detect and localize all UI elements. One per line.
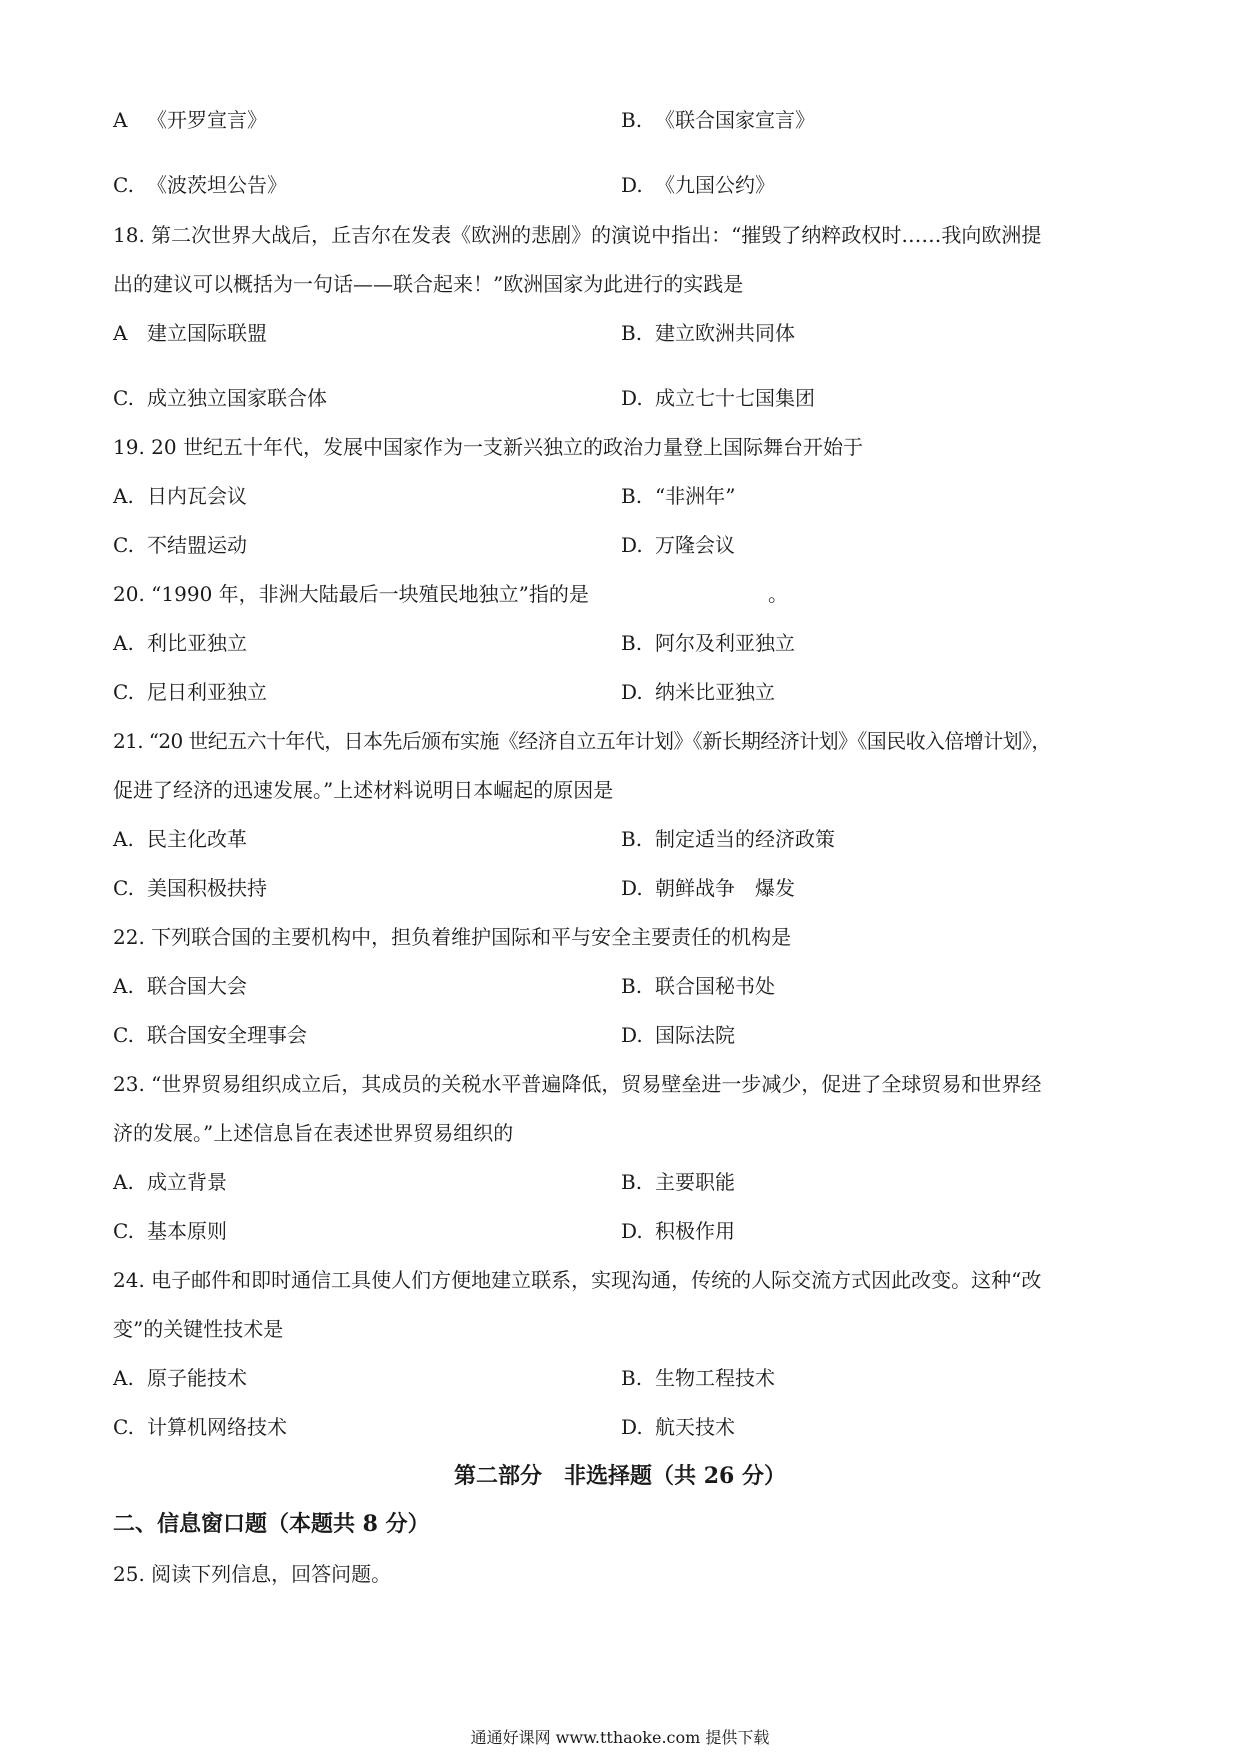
q23-stem-line2: 济的发展。”上述信息旨在表述世界贸易组织的	[113, 1121, 514, 1145]
q20-option-c: C. 尼日利亚独立	[113, 680, 267, 704]
part2-title: 第二部分 非选择题（共 26 分）	[454, 1463, 786, 1489]
q18-stem-line1: 18. 第二次世界大战后，丘吉尔在发表《欧洲的悲剧》的演说中指出：“摧毁了纳粹政权时……我向欧洲提	[113, 223, 1042, 247]
q21-option-b: B. 制定适当的经济政策	[621, 827, 835, 851]
q19-option-b: B. “非洲年”	[621, 484, 736, 508]
q19-stem: 19. 20 世纪五十年代，发展中国家作为一支新兴独立的政治力量登上国际舞台开始于	[113, 435, 863, 459]
q21-option-d: D. 朝鲜战争 爆发	[621, 876, 795, 900]
q21-stem-line1: 21. “20 世纪五六十年代，日本先后颁布实施《经济自立五年计划》《新长期经济计划》《国民收入倍增计划》，	[113, 729, 1051, 753]
q21-option-c: C. 美国积极扶持	[113, 876, 267, 900]
q23-option-d: D. 积极作用	[621, 1219, 735, 1243]
q19-option-d: D. 万隆会议	[621, 533, 735, 557]
q24-option-c: C. 计算机网络技术	[113, 1415, 287, 1439]
q19-option-a: A. 日内瓦会议	[113, 484, 247, 508]
q20-option-b: B. 阿尔及利亚独立	[621, 631, 795, 655]
section2-title: 二、信息窗口题（本题共 8 分）	[113, 1511, 430, 1537]
q18-option-a: A 建立国际联盟	[113, 321, 267, 345]
q20-option-d: D. 纳米比亚独立	[621, 680, 775, 704]
q23-option-b: B. 主要职能	[621, 1170, 735, 1194]
q18-option-c: C. 成立独立国家联合体	[113, 386, 327, 410]
q21-option-a: A. 民主化改革	[113, 827, 247, 851]
q17-option-a: A 《开罗宣言》	[113, 108, 267, 132]
q24-stem-line1: 24. 电子邮件和即时通信工具使人们方便地建立联系，实现沟通，传统的人际交流方式因此改变。这种“改	[113, 1268, 1042, 1292]
q20-stem: 20. “1990 年，非洲大陆最后一块殖民地独立”指的是	[113, 582, 589, 606]
q24-option-a: A. 原子能技术	[113, 1366, 247, 1390]
q23-option-c: C. 基本原则	[113, 1219, 227, 1243]
q19-option-c: C. 不结盟运动	[113, 533, 247, 557]
q20-option-a: A. 利比亚独立	[113, 631, 247, 655]
q23-stem-line1: 23. “世界贸易组织成立后，其成员的关税水平普遍降低，贸易壁垒进一步减少，促进了全球贸易和世界经	[113, 1072, 1042, 1096]
q18-stem-line2: 出的建议可以概括为一句话——联合起来！”欧洲国家为此进行的实践是	[113, 272, 744, 296]
q25-stem: 25. 阅读下列信息，回答问题。	[113, 1562, 392, 1586]
q22-option-c: C. 联合国安全理事会	[113, 1023, 307, 1047]
q24-option-b: B. 生物工程技术	[621, 1366, 775, 1390]
q22-option-d: D. 国际法院	[621, 1023, 735, 1047]
q22-stem: 22. 下列联合国的主要机构中，担负着维护国际和平与安全主要责任的机构是	[113, 925, 792, 949]
q20-stem-tail: 。	[768, 582, 788, 606]
q24-option-d: D. 航天技术	[621, 1415, 735, 1439]
q17-option-c: C. 《波茨坦公告》	[113, 173, 287, 197]
q23-option-a: A. 成立背景	[113, 1170, 227, 1194]
q17-option-b: B. 《联合国家宣言》	[621, 108, 815, 132]
q21-stem-line2: 促进了经济的迅速发展。”上述材料说明日本崛起的原因是	[113, 778, 614, 802]
q18-option-b: B. 建立欧洲共同体	[621, 321, 795, 345]
page-footer: 通通好课网 www.tthaoke.com 提供下载	[470, 1728, 770, 1747]
q18-option-d: D. 成立七十七国集团	[621, 386, 815, 410]
q22-option-a: A. 联合国大会	[113, 974, 247, 998]
q24-stem-line2: 变”的关键性技术是	[113, 1317, 284, 1341]
q17-option-d: D. 《九国公约》	[621, 173, 775, 197]
q22-option-b: B. 联合国秘书处	[621, 974, 775, 998]
